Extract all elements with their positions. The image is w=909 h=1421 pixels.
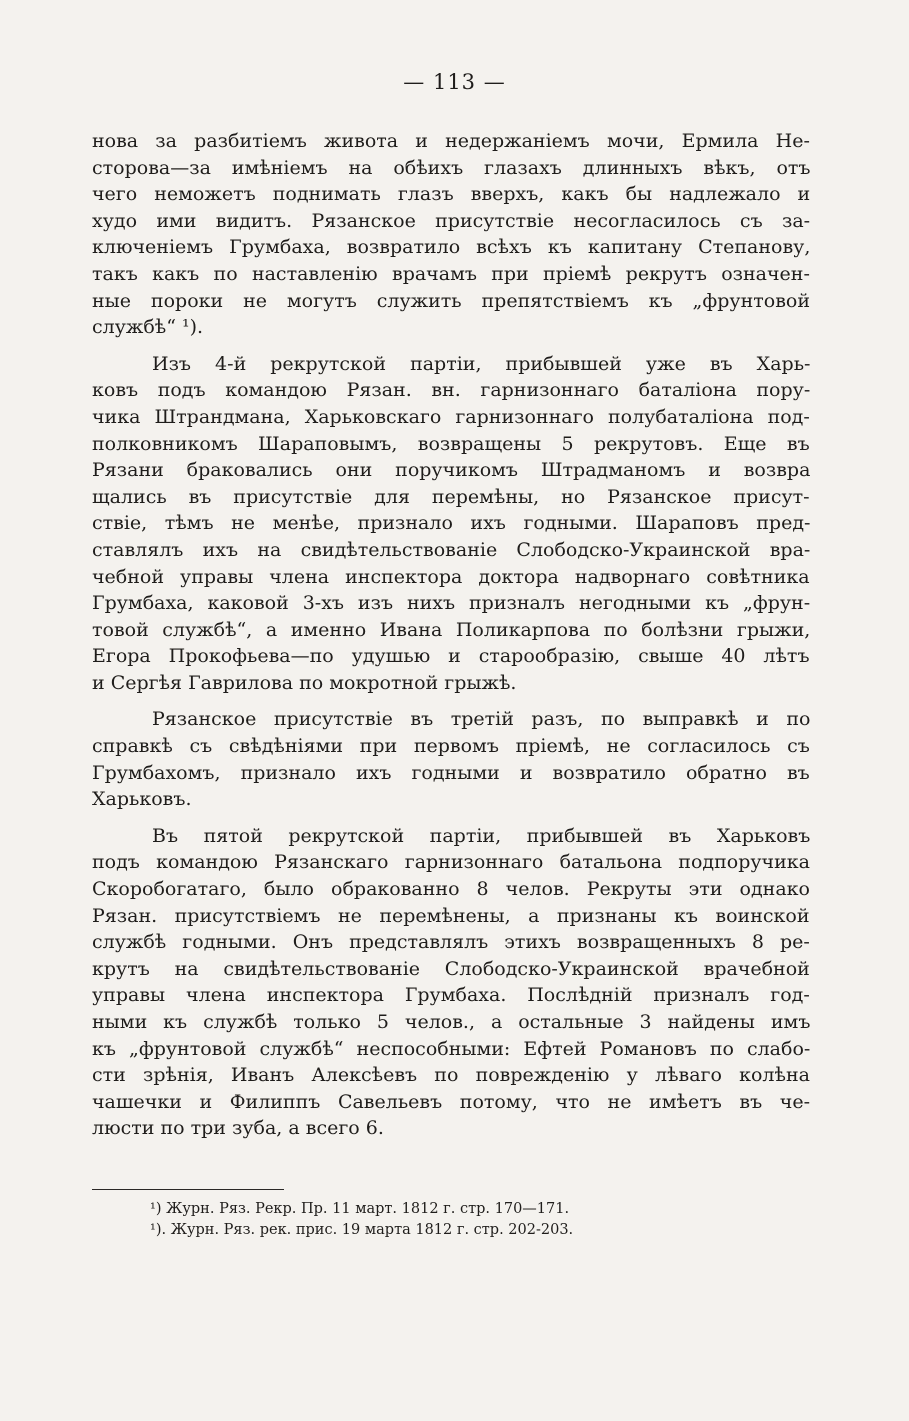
text-line: ковъ подъ командою Рязан. вн. гарнизоннаго баталіона пору- (92, 379, 811, 402)
text-line: чашечки и Филиппъ Савельевъ потому, что не имѣетъ въ че- (92, 1090, 811, 1113)
text-line: ными къ службѣ только 5 челов., а остальные 3 найдены имъ (92, 1011, 811, 1033)
text-line: Рязанское присутствіе въ третій разъ, по выправкѣ и по (152, 708, 811, 731)
text-line: управы члена инспектора Грумбаха. Послѣдній призналъ год- (92, 984, 810, 1007)
text-line: ствіе, тѣмъ не менѣе, признало ихъ годными. Шараповъ пред- (92, 512, 811, 535)
text-line: чего неможетъ поднимать глазъ вверхъ, какъ бы надлежало и (92, 183, 811, 206)
text-line: Грумбаха, каковой 3-хъ изъ нихъ призналъ негодными къ „фрун- (92, 592, 811, 615)
text-line: сти зрѣнія, Иванъ Алексѣевъ по поврежденію у лѣваго колѣна (92, 1064, 810, 1087)
body-text (92, 128, 810, 1142)
text-line: ные пороки не могутъ служить препятствіемъ къ „фрунтовой (92, 289, 811, 312)
text-line: Изъ 4-й рекрутской партіи, прибывшей уже въ Харь- (152, 352, 811, 375)
text-line: чика Штрандмана, Харьковскаго гарнизоннаго полубаталіона под- (92, 405, 810, 428)
text-line: крутъ на свидѣтельствованіе Слободско-Украинской врачебной (92, 957, 810, 980)
paragraph (92, 823, 810, 1142)
text-line: нова за разбитіемъ живота и недержаніемъ мочи, Ермила Не- (92, 130, 810, 152)
text-line: люсти по три зуба, а всего 6. (92, 1117, 384, 1140)
text-line: подъ командою Рязанскаго гарнизоннаго батальона подпоручика (92, 851, 810, 874)
footnote-divider (92, 1189, 284, 1190)
text-line: полковникомъ Шараповымъ, возвращены 5 рекрутовъ. Еще въ (92, 432, 810, 455)
text-line: Харьковъ. (92, 788, 192, 811)
text-line: справкѣ съ свѣдѣніями при первомъ пріемѣ, не согласилось съ (92, 735, 810, 758)
text-line: ключеніемъ Грумбаха, возвратило всѣхъ къ капитану Степанову, (92, 236, 811, 259)
text-line: Грумбахомъ, признало ихъ годными и возвратило обратно въ (92, 761, 810, 784)
text-line: чебной управы члена инспектора доктора надворнаго совѣтника (92, 565, 810, 588)
text-line: ставлялъ ихъ на свидѣтельствованіе Слободско-Украинской вра- (92, 538, 811, 561)
text-line: службѣ годными. Онъ представлялъ этихъ возвращенныхъ 8 ре- (92, 931, 810, 954)
text-line: Въ пятой рекрутской партіи, прибывшей въ Харьковъ (152, 824, 811, 847)
text-line: Скоробогатаго, было обракованно 8 челов. Рекруты эти однако (92, 878, 810, 901)
text-line: такъ какъ по наставленію врачамъ при пріемѣ рекрутъ означен- (92, 262, 810, 285)
paragraph (92, 706, 810, 812)
text-line: товой службѣ“, а именно Ивана Поликарпова по болѣзни грыжи, (92, 618, 811, 641)
page-number: — 113 — (403, 70, 506, 94)
text-line: къ „фрунтовой службѣ“ неспособными: Ефтей Романовъ по слабо- (92, 1037, 811, 1060)
text-line: худо ими видитъ. Рязанское присутствіе несогласилось съ за- (92, 209, 811, 232)
text-line: щались въ присутствіе для перемѣны, но Рязанское присут- (92, 485, 810, 508)
text-line: Егора Прокофьева—по удушью и старообразію, свыше 40 лѣтъ (92, 645, 810, 668)
footnotes (150, 1199, 810, 1241)
footnote: ¹). Журн. Ряз. рек. прис. 19 марта 1812 г. стр. 202-203. (150, 1222, 574, 1238)
footnote: ¹) Журн. Ряз. Рекр. Пр. 11 март. 1812 г. стр. 170—171. (150, 1201, 570, 1217)
text-line: службѣ“ ¹). (92, 316, 204, 339)
text-line: Рязани браковались они поручикомъ Штрадманомъ и возвра (92, 459, 811, 482)
text-line: сторова—за имѣніемъ на обѣихъ глазахъ длинныхъ вѣкъ, отъ (92, 156, 811, 179)
paragraph (92, 351, 810, 697)
text-line: и Сергѣя Гаврилова по мокротной грыжѣ. (92, 671, 517, 694)
text-line: Рязан. присутствіемъ не перемѣнены, а признаны къ воинской (92, 904, 810, 927)
paragraph (92, 128, 810, 341)
